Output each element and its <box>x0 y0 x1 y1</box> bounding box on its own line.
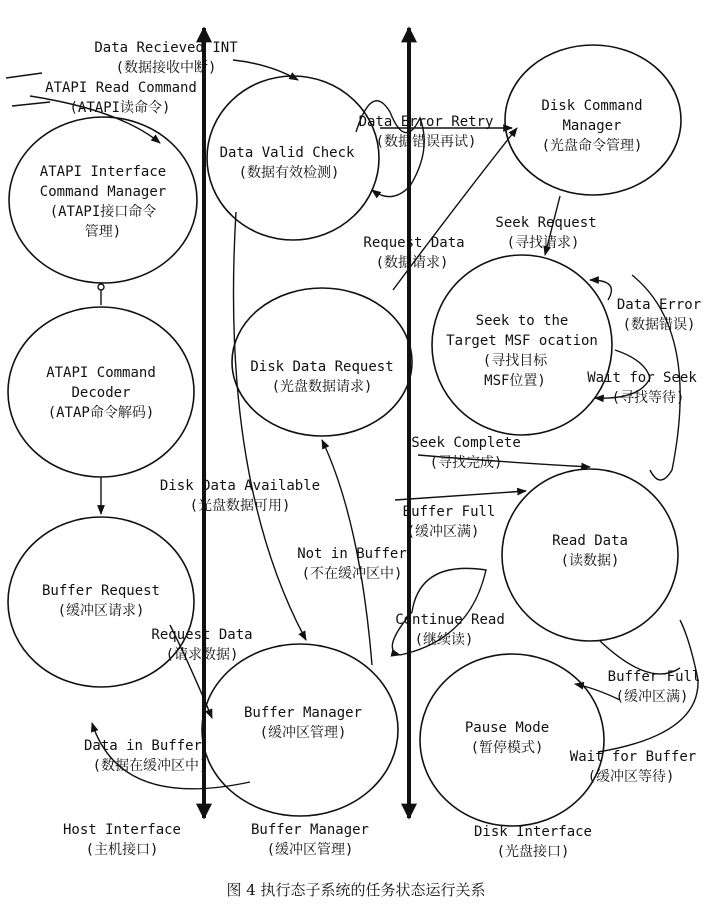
atapi-interface-circle <box>9 117 197 283</box>
figure-caption: 图 4 执行态子系统的任务状态运行关系 <box>226 881 486 899</box>
edge-atapi-read-command-line2: (ATAPI读命令) <box>69 100 171 116</box>
edge-wait-for-seek-line1: Wait for Seek <box>587 370 697 386</box>
edge-wait-for-buffer-line1: Wait for Buffer <box>569 749 697 765</box>
edge-data-received-int-line2: (数据接收中断) <box>115 60 217 76</box>
node-seek-target-line4: MSF位置) <box>484 373 546 389</box>
node-pause-mode-line2: (暂停模式) <box>470 740 544 756</box>
node-atapi-interface-line4: 管理) <box>84 224 122 240</box>
atapi-read-command-rule-2 <box>12 102 50 106</box>
edge-disk-data-available-line1: Disk Data Available <box>159 478 321 494</box>
node-atapi-decoder-line2: Decoder <box>71 385 131 401</box>
column-disk-interface-line2: (光盘接口) <box>496 844 570 860</box>
edge-seek-request-line1: Seek Request <box>495 215 597 231</box>
interface-to-decoder-dot <box>98 284 104 290</box>
node-data-valid-line1: Data Valid Check <box>219 145 355 161</box>
edge-seek-complete-line2: (寻找完成) <box>429 455 503 471</box>
node-atapi-interface-line2: Command Manager <box>39 184 167 200</box>
node-pause-mode-line1: Pause Mode <box>464 720 550 736</box>
edge-data-in-buffer-line1: Data in Buffer <box>83 738 203 754</box>
edge-request-data-bottom-line1: Request Data <box>151 627 253 643</box>
node-buffer-manager-line1: Buffer Manager <box>243 705 363 721</box>
edge-atapi-read-command-line1: ATAPI Read Command <box>45 80 197 96</box>
edge-buffer-full-bottom-line2: (缓冲区满) <box>615 689 689 705</box>
node-disk-command-line1: Disk Command <box>541 98 643 114</box>
data-received-int-arrow <box>233 60 298 80</box>
edge-continue-read-line2: (继续读) <box>414 632 474 648</box>
wait-for-buffer-loop <box>598 620 698 752</box>
node-buffer-manager-line2: (缓冲区管理) <box>259 725 347 741</box>
buffer-full-top-arrow <box>395 491 526 500</box>
node-seek-target-line2: Target MSF ocation <box>446 333 598 349</box>
node-atapi-interface-line1: ATAPI Interface <box>39 164 167 180</box>
edge-data-in-buffer-line2: (数据在缓冲区中) <box>92 758 208 774</box>
edge-data-error-retry-line2: (数据错误再试) <box>375 134 477 150</box>
edge-disk-data-available-line2: (光盘数据可用) <box>189 498 291 514</box>
edge-seek-request-line2: (寻找请求) <box>506 235 580 251</box>
column-buffer-manager-line2: (缓冲区管理) <box>266 842 354 858</box>
disk-data-available-arrow <box>233 212 306 640</box>
node-seek-target-line1: Seek to the <box>475 313 569 329</box>
edge-wait-for-seek-line2: (寻找等待) <box>611 390 685 406</box>
edge-request-data-top-line2: (数据请求) <box>375 255 449 271</box>
node-labels <box>40 98 643 756</box>
node-read-data-line2: (读数据) <box>560 553 620 569</box>
column-host-interface-line1: Host Interface <box>62 822 182 838</box>
column-host-interface-line2: (主机接口) <box>85 842 159 858</box>
edge-buffer-full-top-line2: (缓冲区满) <box>406 524 480 540</box>
buffer-full-bottom-arrow <box>575 684 620 700</box>
edge-data-error-retry-line1: Data Error Retry <box>358 114 494 130</box>
edge-data-error-line2: (数据错误) <box>622 317 696 333</box>
edge-wait-for-buffer-line2: (缓冲区等待) <box>587 769 675 785</box>
edge-not-in-buffer-line2: (不在缓冲区中) <box>301 566 403 582</box>
atapi-read-command-rule <box>6 73 42 78</box>
node-seek-target-line3: (寻找目标 <box>482 353 548 369</box>
edge-not-in-buffer-line1: Not in Buffer <box>297 546 407 562</box>
data-in-buffer-arrow <box>92 723 250 789</box>
column-disk-interface-line1: Disk Interface <box>473 824 593 840</box>
node-disk-command-line2: Manager <box>562 118 622 134</box>
column-buffer-manager-line1: Buffer Manager <box>250 822 370 838</box>
node-atapi-decoder-line1: ATAPI Command <box>46 365 156 381</box>
node-data-valid-line2: (数据有效检测) <box>238 165 340 181</box>
node-atapi-decoder-line3: (ATAP命令解码) <box>47 405 155 421</box>
edge-request-data-bottom-line2: (请求数据) <box>165 647 239 663</box>
edge-seek-complete-line1: Seek Complete <box>411 435 521 451</box>
edge-data-error-line1: Data Error <box>616 297 702 313</box>
node-disk-data-request-line2: (光盘数据请求) <box>271 379 373 395</box>
node-disk-data-request-line1: Disk Data Request <box>250 359 394 375</box>
edge-buffer-full-top-line1: Buffer Full <box>402 504 496 520</box>
edge-buffer-full-bottom-line1: Buffer Full <box>607 669 701 685</box>
node-buffer-request-line2: (缓冲区请求) <box>57 603 145 619</box>
node-buffer-request-line1: Buffer Request <box>41 583 161 599</box>
edge-request-data-top-line1: Request Data <box>363 235 465 251</box>
node-disk-command-line3: (光盘命令管理) <box>541 138 643 154</box>
column-labels <box>63 822 592 860</box>
node-atapi-interface-line3: (ATAPI接口命令 <box>49 204 157 220</box>
node-read-data-line1: Read Data <box>552 533 628 549</box>
edge-continue-read-line1: Continue Read <box>395 612 505 628</box>
edge-data-received-int-line1: Data Recieved INT <box>94 40 238 56</box>
